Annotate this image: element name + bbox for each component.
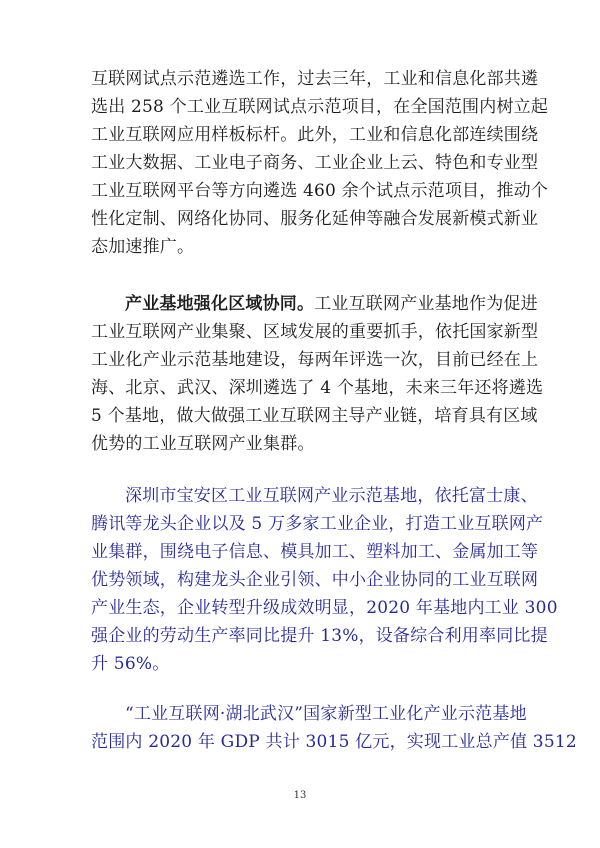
text-line: 互联网试点示范遴选工作，过去三年，工业和信息化部共遴 — [91, 69, 539, 89]
text-line: 选出 258 个工业互联网试点示范项目，在全国范围内树立起 — [91, 97, 549, 117]
text-line: 腾讯等龙头企业以及 5 万多家工业企业，打造工业互联网产 — [91, 514, 544, 534]
heading-continuation: 工业互联网产业基地作为促进 — [314, 294, 538, 314]
text-line: 深圳市宝安区工业互联网产业示范基地，依托富士康、 — [125, 486, 538, 506]
paragraph-industrial-base — [91, 290, 544, 458]
text-line: 工业大数据、工业电子商务、工业企业上云、特色和专业型 — [91, 153, 539, 173]
text-line: 范围内 2020 年 GDP 共计 3015 亿元，实现工业总产值 3512 — [91, 732, 577, 752]
text-line: 优势领域，构建龙头企业引领、中小企业协同的工业互联网 — [91, 570, 539, 590]
text-line: 海、北京、武汉、深圳遴选了 4 个基地，未来三年还将遴选 — [91, 378, 544, 398]
text-line: 业集群，围绕电子信息、模具加工、塑料加工、金属加工等 — [91, 542, 539, 562]
text-line: “工业互联网·湖北武汉”国家新型工业化产业示范基地 — [125, 704, 527, 724]
paragraph-pilot-demonstration — [91, 65, 549, 261]
text-line: 工业互联网产业集聚、区域发展的重要抓手，依托国家新型 — [91, 322, 539, 342]
case-study-hubei-wuhan — [91, 700, 577, 756]
text-line: 优势的工业互联网产业集群。 — [91, 434, 315, 454]
text-line: 工业化产业示范基地建设，每两年评选一次，目前已经在上 — [91, 350, 539, 370]
text-line: 态加速推广。 — [91, 237, 195, 257]
text-line: 工业互联网应用样板标杆。此外，工业和信息化部连续围绕 — [91, 125, 539, 145]
text-line: 升 56%。 — [91, 654, 170, 674]
text-line: 5 个基地，做大做强工业互联网主导产业链，培育具有区域 — [91, 406, 538, 426]
text-line: 工业互联网平台等方向遴选 460 余个试点示范项目，推动个 — [91, 181, 549, 201]
text-line — [91, 290, 538, 318]
page-number: 13 — [293, 790, 307, 801]
text-line: 强企业的劳动生产率同比提升 13%，设备综合利用率同比提 — [91, 626, 548, 646]
section-heading: 产业基地强化区域协同。 — [125, 294, 315, 314]
case-study-shenzhen-baoan — [91, 482, 558, 678]
text-line: 性化定制、网络化协同、服务化延伸等融合发展新模式新业 — [91, 209, 539, 229]
text-line: 产业生态，企业转型升级成效明显，2020 年基地内工业 300 — [91, 598, 558, 618]
